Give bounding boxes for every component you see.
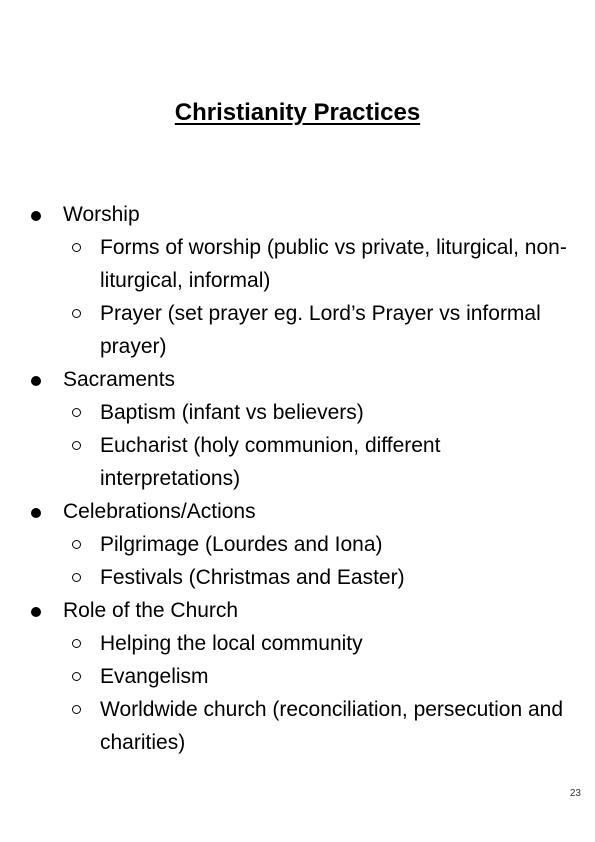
subtopic-item xyxy=(63,231,568,297)
section-role-of-the-church xyxy=(28,594,568,759)
subtopic-text: Eucharist (holy communion, different interpretations) xyxy=(100,434,441,490)
filled-bullet-icon xyxy=(31,508,41,518)
subtopic-item xyxy=(63,561,568,594)
subtopic-item xyxy=(63,297,568,363)
subtopic-text: Prayer (set prayer eg. Lord’s Prayer vs informal prayer) xyxy=(100,302,541,358)
filled-bullet-icon xyxy=(31,607,41,617)
filled-bullet-icon xyxy=(31,376,41,386)
subtopic-item xyxy=(63,660,568,693)
subtopic-list xyxy=(63,627,568,759)
subtopic-list xyxy=(63,528,568,594)
subtopic-text: Pilgrimage (Lourdes and Iona) xyxy=(100,533,383,556)
hollow-bullet-icon xyxy=(72,573,81,582)
section-worship xyxy=(28,198,568,363)
hollow-bullet-icon xyxy=(72,408,81,417)
section-celebrations-actions xyxy=(28,495,568,594)
subtopic-text: Worldwide church (reconciliation, persecution and charities) xyxy=(100,698,564,754)
subtopic-item xyxy=(63,429,568,495)
subtopic-text: Forms of worship (public vs private, liturgical, non-liturgical, informal) xyxy=(100,236,567,292)
subtopic-text: Evangelism xyxy=(100,665,209,688)
page-title: Christianity Practices xyxy=(174,99,421,127)
filled-bullet-icon xyxy=(31,211,41,221)
subtopic-item xyxy=(63,627,568,660)
section-label: Role of the Church xyxy=(63,599,239,622)
hollow-bullet-icon xyxy=(72,309,81,318)
hollow-bullet-icon xyxy=(72,705,81,714)
section-label: Worship xyxy=(63,203,140,226)
hollow-bullet-icon xyxy=(72,639,81,648)
subtopic-text: Helping the local community xyxy=(100,632,363,655)
hollow-bullet-icon xyxy=(72,441,81,450)
hollow-bullet-icon xyxy=(72,243,81,252)
subtopic-list xyxy=(63,231,568,363)
subtopic-item xyxy=(63,693,568,759)
subtopic-text: Festivals (Christmas and Easter) xyxy=(100,566,405,589)
hollow-bullet-icon xyxy=(72,672,81,681)
subtopic-text: Baptism (infant vs believers) xyxy=(100,401,364,424)
section-label: Sacraments xyxy=(63,368,176,391)
page-number: 23 xyxy=(569,788,581,799)
section-sacraments xyxy=(28,363,568,495)
section-label: Celebrations/Actions xyxy=(63,500,256,523)
subtopic-item xyxy=(63,396,568,429)
subtopic-item xyxy=(63,528,568,561)
subtopic-list xyxy=(63,396,568,495)
topic-outline xyxy=(28,198,568,759)
hollow-bullet-icon xyxy=(72,540,81,549)
